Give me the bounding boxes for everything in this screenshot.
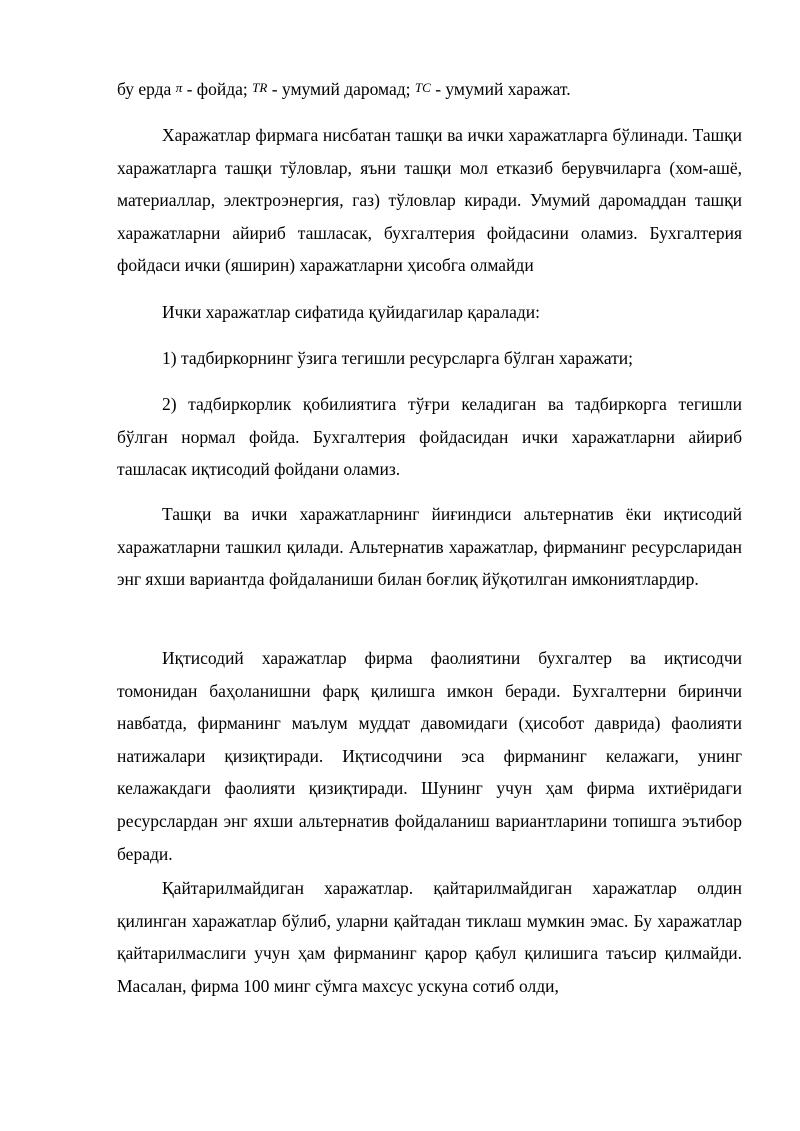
paragraph-1: Харажатлар фирмага нисбатан ташқи ва ички харажатларга бўлинади. Ташқи харажатларга ташқи тўловлар, яъни ташқи мол етказиб берувчиларга (хом-ашё, материаллар, электроэнергия, газ) тўловлар киради. Умумий даромаддан ташқи харажатларни айириб ташласак, бухгалтерия фойдасини оламиз. Бухгалтерия фойдаси ички (яширин) харажатларни ҳисобга олмайди: [117, 125, 742, 276]
formula-legend-line: [117, 72, 742, 106]
paragraph-2-block: [117, 296, 742, 329]
paragraph-7: Қайтарилмайдиган харажатлар. қайтарилмайдиган харажатлар олдин қилинган харажатлар бўлиб, уларни қайтадан тиклаш мумкин эмас. Бу харажатлар қайтарилмаслиги учун ҳам фирманинг қарор қабул қилишига таъсир қилмайди. Масалан, фирма 100 минг сўмга махсус ускуна сотиб олди,: [117, 878, 742, 996]
paragraph-2: Ички харажатлар сифатида қуйидагилар қаралади:: [162, 302, 540, 322]
paragraph-6-block: [117, 642, 742, 870]
legend-text-4: - умумий харажат.: [430, 79, 571, 99]
paragraph-5-block: [117, 498, 742, 596]
tc-symbol: TC: [414, 80, 431, 95]
legend-text-2: - фойда;: [182, 79, 253, 99]
legend-text-3: - умумий даромад;: [267, 79, 415, 99]
paragraph-5: Ташқи ва ички харажатларнинг йиғиндиси альтернатив ёки иқтисодий харажатларни ташкил қилади. Альтернатив харажатлар, фирманинг ресурсларидан энг яхши вариантда фойдаланиши билан боғлиқ йўқотилган имкониятлардир.: [117, 504, 742, 590]
first-line-block: [117, 72, 742, 106]
paragraph-3-block: [117, 342, 742, 375]
paragraph-6: Иқтисодий харажатлар фирма фаолиятини бухгалтер ва иқтисодчи томонидан баҳоланишни фарқ қилишга имкон беради. Бухгалтерни биринчи навбатда, фирманинг маълум муддат давомидаги (ҳисобот даврида) фаолияти натижалари қизиқтиради. Иқтисодчини эса фирманинг келажаги, унинг келажакдаги фаолияти қизиқтиради. Шунинг учун ҳам фирма ихтиёридаги ресурслардан энг яхши альтернатив фойдаланиш вариантларини топишга эътибор беради.: [117, 648, 742, 864]
tr-symbol: TR: [252, 80, 268, 95]
paragraph-1-block: [117, 119, 742, 282]
paragraph-4: 2) тадбиркорлик қобилиятига тўғри келадиган ва тадбиркорга тегишли бўлган нормал фойда. Бухгалтерия фойдасидан ички харажатларни айириб ташласак иқтисодий фойдани оламиз.: [117, 394, 742, 480]
pi-symbol: π: [175, 80, 183, 95]
legend-text-1: бу ерда: [117, 79, 176, 99]
paragraph-3: 1) тадбиркорнинг ўзига тегишли ресурсларга бўлган харажати;: [162, 348, 634, 368]
paragraph-4-block: [117, 388, 742, 486]
paragraph-7-block: [117, 872, 742, 1002]
